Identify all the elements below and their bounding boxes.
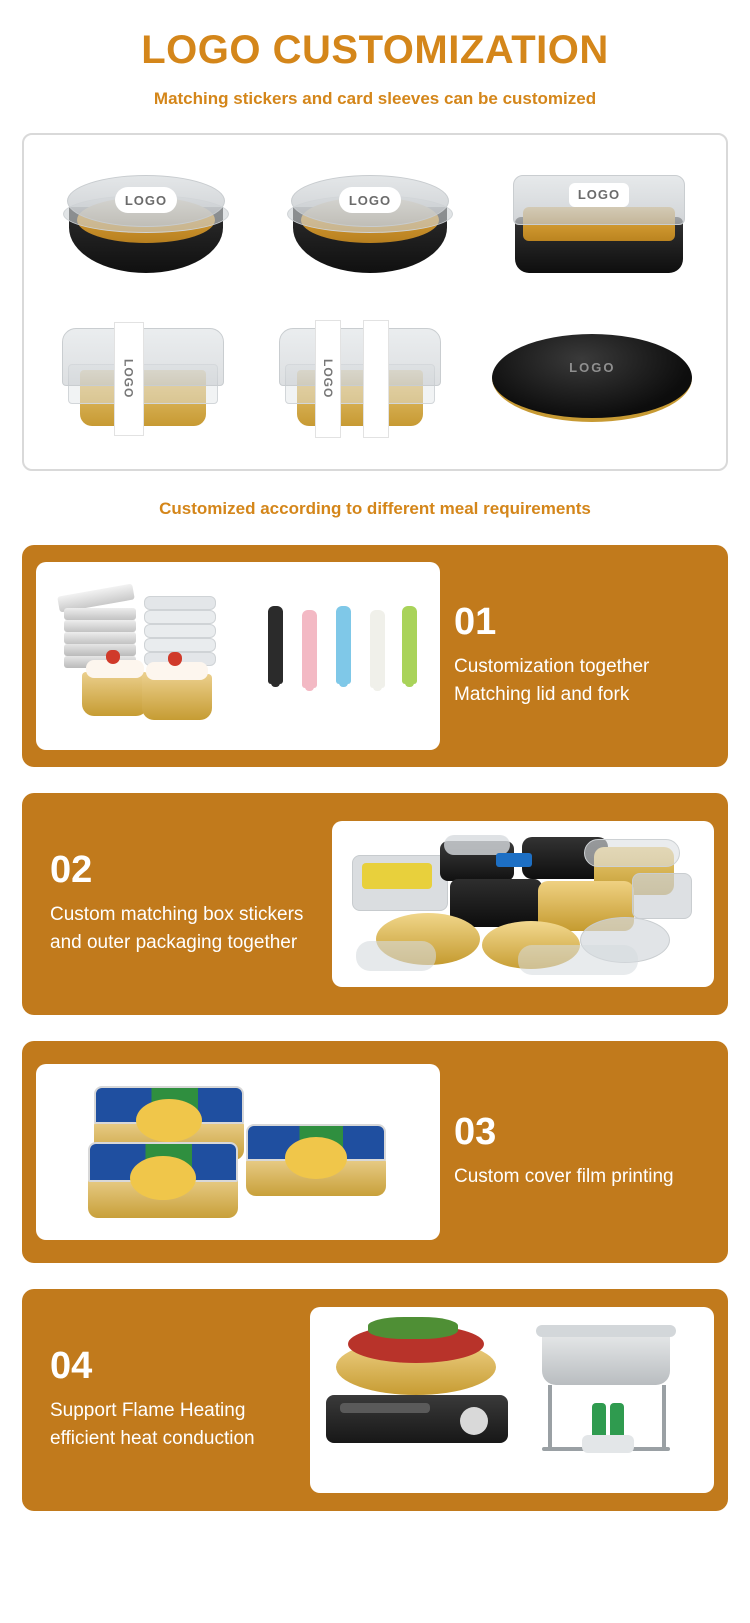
feature-card-04 [22,1289,728,1511]
clear-lid [144,638,216,652]
feature-description: Customization together Matching lid and fork [454,656,650,705]
fork-black [268,606,283,684]
feature-number: 04 [50,1345,93,1388]
round-black-bowl-with-lid [61,173,231,278]
strawberry [106,650,120,664]
feature-card-03 [22,1041,728,1263]
feature-number: 01 [454,601,497,644]
page-title: LOGO CUSTOMIZATION [141,28,609,72]
foil-trays-lids-and-forks-photo [36,562,440,750]
wire-stand-leg [548,1385,552,1451]
foil-tray-large [542,1329,670,1385]
fork-blue [336,606,351,684]
foil-tray [64,608,136,620]
card-sleeve: LOGO [315,320,341,438]
film-graphic [136,1099,202,1142]
foil-tray [64,632,136,644]
clear-lid-2 [584,839,680,867]
logo-sticker: LOGO [115,187,177,213]
fork-green [402,606,417,684]
page-subtitle: Matching stickers and card sleeves can be customized [153,89,597,108]
feature-card-02-text [36,851,332,956]
plastic-wrap [356,941,436,971]
feature-number: 03 [454,1111,497,1154]
feature-description: Custom cover film printing [454,1166,674,1188]
feature-card-02 [22,793,728,1015]
foil-tray [64,644,136,656]
printed-film-box-2 [246,1124,386,1196]
clear-lid [144,610,216,624]
card-sleeve-2 [363,320,389,438]
feature-card-03-text [440,1113,714,1191]
card-sleeve: LOGO [114,322,144,436]
feature-description: Support Flame Heating efficient heat conduction [50,1400,255,1449]
logo-sticker: LOGO [339,187,401,213]
foil-tray-rim [536,1325,676,1337]
fuel-holder [582,1435,634,1453]
feature-card-01-text [440,603,714,708]
foil-tray [64,620,136,632]
sticker-label [362,863,432,889]
rectangular-black-tray-with-lid [509,171,689,281]
feature-card-04-text [36,1347,310,1452]
stove-knob [460,1407,488,1435]
blue-tape [496,853,532,867]
clear-lid [144,624,216,638]
fork-pink [302,610,317,688]
printed-film-box-3 [88,1142,238,1218]
wire-stand-leg-2 [662,1385,666,1451]
logo-gallery [22,133,728,471]
stove-pan-and-foil-tray-photo [310,1307,714,1493]
page-root [0,28,750,1623]
gold-cup-dessert-2 [142,674,212,720]
packed-containers-pile-photo [332,821,714,987]
gallery-row-top [34,149,716,302]
fork-white [370,610,385,688]
printed-film-foil-boxes-photo [36,1064,440,1240]
mid-caption: Customized according to different meal requirements [159,499,591,518]
lid-body [492,334,692,422]
clear-square-box-with-sleeve [58,324,228,434]
stove-grate [340,1403,430,1413]
feature-card-01 [22,545,728,767]
clear-lid [444,835,510,855]
plastic-wrap-2 [518,945,638,975]
clear-rectangular-box-with-sleeve [275,324,445,434]
film-graphic [285,1137,347,1179]
film-graphic [130,1156,196,1200]
round-black-bowl-with-lid-2 [285,173,455,278]
logo-print: LOGO [569,360,616,375]
clear-lid [144,596,216,610]
gold-cup-dessert [82,672,148,716]
feature-description: Custom matching box stickers and outer packaging together [50,904,304,953]
feature-number: 02 [50,849,93,892]
black-round-lid [492,326,692,431]
logo-sticker: LOGO [569,183,629,207]
clear-dome-lid [279,328,441,386]
food-greens [368,1317,458,1339]
strawberry-2 [168,652,182,666]
gallery-row-bottom [34,302,716,455]
wrapped-pack-2 [632,873,692,919]
